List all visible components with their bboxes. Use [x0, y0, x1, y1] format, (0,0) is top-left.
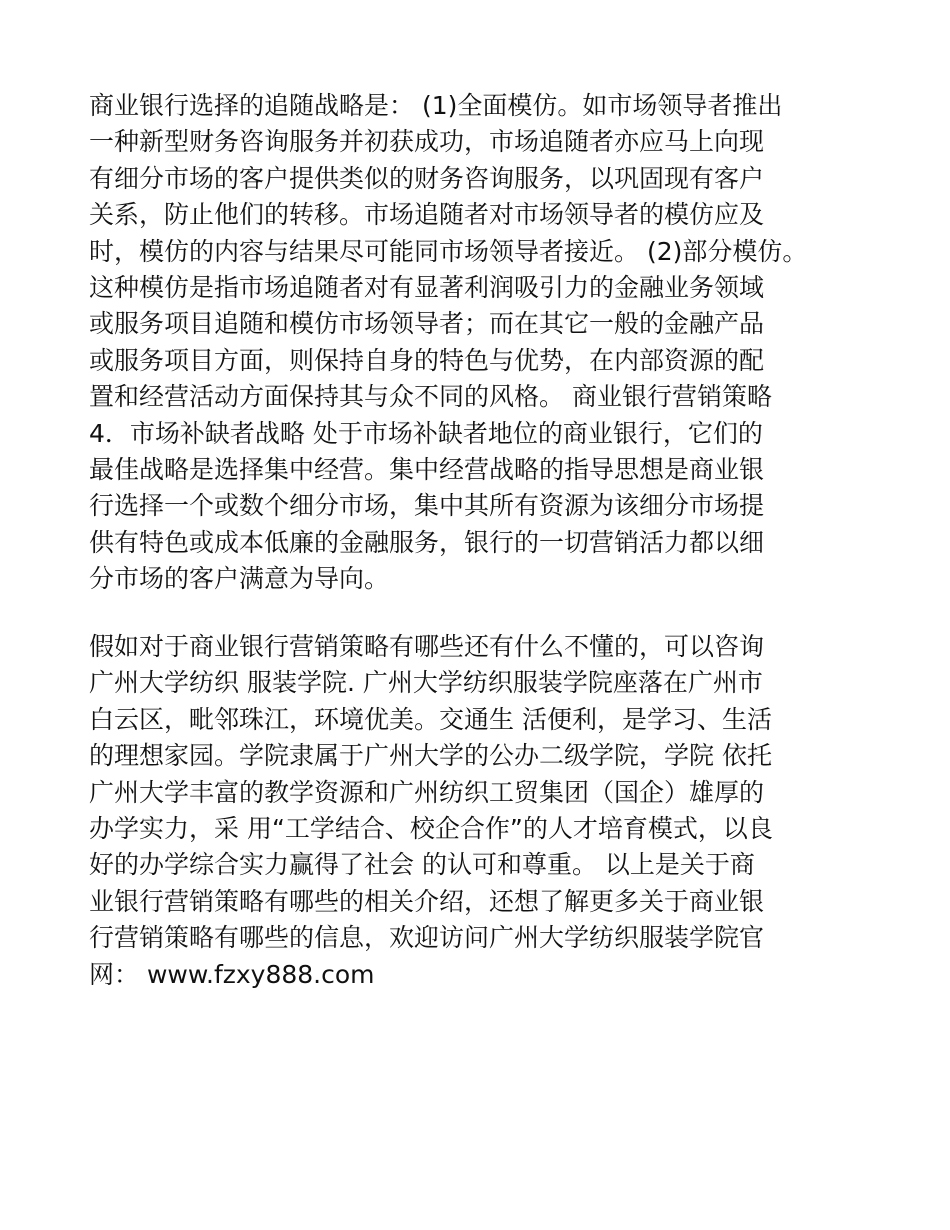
text-line: 办学实力，采 用“工学结合、校企合作”的人才培育模式，以良 — [89, 813, 773, 843]
text-line: 最佳战略是选择集中经营。集中经营战略的指导思想是商业银 — [89, 454, 765, 484]
text-line: 行营销策略有哪些的信息，欢迎访问广州大学纺织服装学院官 — [89, 923, 765, 953]
text-line: 网： www.fzxy888.com — [89, 959, 375, 989]
text-line: 的理想家园。学院隶属于广州大学的公办二级学院，学院 依托 — [89, 741, 772, 771]
text-line: 或服务项目方面，则保持自身的特色与优势，在内部资源的配 — [89, 345, 765, 375]
text-line: 置和经营活动方面保持其与众不同的风格。 商业银行营销策略 — [89, 382, 772, 412]
text-line: 供有特色或成本低廉的金融服务，银行的一切营销活力都以细 — [89, 527, 765, 557]
text-line: 行选择一个或数个细分市场，集中其所有资源为该细分市场提 — [89, 491, 765, 521]
text-line: 时，模仿的内容与结果尽可能同市场领导者接近。 (2)部分模仿。 — [89, 236, 808, 266]
text-line: 白云区，毗邻珠江，环境优美。交通生 活便利，是学习、生活 — [89, 704, 772, 734]
text-line: 关系，防止他们的转移。市场追随者对市场领导者的模仿应及 — [89, 200, 765, 230]
text-line: 假如对于商业银行营销策略有哪些还有什么不懂的，可以咨询 — [89, 632, 765, 661]
text-line: 4．市场补缺者战略 处于市场补缺者地位的商业银行，它们的 — [89, 418, 763, 448]
text-line: 一种新型财务咨询服务并初获成功，市场追随者亦应马上向现 — [89, 127, 765, 157]
text-line: 或服务项目追随和模仿市场领导者；而在其它一般的金融产品 — [89, 309, 765, 339]
text-line: 分市场的客户满意为导向。 — [89, 564, 390, 594]
text-line: 有细分市场的客户提供类似的财务咨询服务，以巩固现有客户 — [89, 163, 765, 193]
paragraph-follower-strategy — [89, 88, 879, 597]
text-line: 好的办学综合实力赢得了社会 的认可和尊重。 以上是关于商 — [89, 850, 755, 880]
text-line: 商业银行选择的追随战略是： (1)全面模仿。如市场领导者推出 — [89, 91, 783, 120]
text-line: 这种模仿是指市场追随者对有显著利润吸引力的金融业务领域 — [89, 272, 765, 302]
text-line: 广州大学丰富的教学资源和广州纺织工贸集团（国企）雄厚的 — [89, 777, 765, 807]
text-line: 广州大学纺织 服装学院. 广州大学纺织服装学院座落在广州市 — [89, 668, 763, 698]
text-line: 业银行营销策略有哪些的相关介绍，还想了解更多关于商业银 — [89, 886, 765, 916]
paragraph-school-info — [89, 629, 879, 993]
